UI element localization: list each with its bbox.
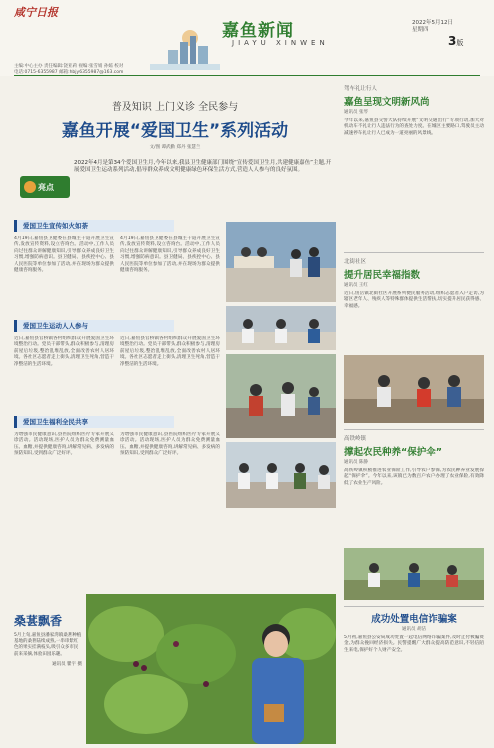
right-article-2-headline: 提升居民幸福指数 <box>344 270 421 281</box>
right-article-2 <box>344 257 484 423</box>
feature-lead: 2022年4月是第34个爱国卫生月,今年以来,我县卫生健康部门围绕“宣传爱国卫生月,共建健康嘉鱼”主题,开展爱国卫生运动系列活动,倡导群众养成文明健康绿色环保生活方式,营造人人参与的良好氛围。 <box>74 160 332 174</box>
feature-headline: 嘉鱼开展“爱国卫生”系列活动 <box>61 121 289 141</box>
credits-line-2: 电话:0715-6355987 邮箱:hbjy6355987@163.com <box>14 70 124 75</box>
issue-weekday: 星期四 <box>412 27 429 33</box>
page-number-suffix: 版 <box>456 39 464 47</box>
feature-byline: 文/图 谭武勤 郑丹 张慧兰 <box>149 145 201 150</box>
right-article-3-text: 高铁岭镇积极推进农业保险工作,引导农户参保,为农民种养业发展撑起“保护伞”。今年以来,该镇已为数百户农户办理了农业保险,有效降低了农业生产风险。 <box>344 468 484 486</box>
page-number-value: 3 <box>448 34 457 48</box>
photo-free-clinic <box>226 442 336 508</box>
issue-date: 2022年5月12日 <box>412 20 453 26</box>
right-article-4-byline: 通讯员 胡洁 <box>402 627 426 632</box>
right-article-2-kicker: 北街社区 <box>344 259 367 265</box>
photo-health-consult <box>226 222 336 302</box>
right-article-3-headline: 撑起农民种养“保护伞” <box>344 447 442 458</box>
page-number <box>448 34 463 48</box>
right-divider-1 <box>344 252 484 253</box>
newspaper-brand: 咸宁日报 <box>14 6 58 19</box>
right-article-2-text: 近日,鱼岳镇北街社区开展系列便民服务活动,组织志愿者入户走访,为辖区老年人、残疾人等特殊群体提供生活帮扶,切实提升居民获得感、幸福感。 <box>344 291 484 309</box>
right-divider-3 <box>344 606 484 607</box>
right-article-1-text: 今年以来,嘉鱼县交警大队持续开展“文明交通出行”专项行动,加大对机动车不礼让行人违法行为的查处力度。在城区主要路口,驾驶员主动减速停车礼让行人已成为一道亮丽的风景线。 <box>344 118 484 136</box>
mulberry-story-title: 桑葚飘香 <box>14 614 63 628</box>
credits-line-1: 主编:中心主办 责任编辑:饶亚莉 视编:张雪娟 孙嫣 校对 <box>14 64 124 69</box>
publication-info <box>412 20 453 34</box>
photo-community-service <box>344 355 484 423</box>
mulberry-story <box>14 612 82 668</box>
photo-medical-team <box>226 306 336 350</box>
section-title: 嘉鱼新闻 <box>222 21 294 41</box>
feature-kicker: 普及知识 上门义诊 全民参与 <box>111 102 239 113</box>
right-divider-2 <box>344 429 484 430</box>
right-article-3 <box>344 434 484 600</box>
photo-community-cleanup <box>226 354 336 438</box>
section-heading-3: 爱国卫生福利全民共享 <box>14 416 174 428</box>
section-title-pinyin: JIAYU XINWEN <box>232 39 329 47</box>
right-article-3-kicker: 高铁岭镇 <box>344 436 367 442</box>
right-article-1-byline: 通讯员 张琴 <box>344 110 368 115</box>
section-heading-1: 爱国卫生宣传如火如荼 <box>14 220 174 232</box>
section-text-1: 4月19日,嘉鱼县卫健委在县城主干道开展卫生宣传,发放宣传资料,设立咨询台。活动中,工作人员向过往群众讲解健康知识,引导群众养成良好卫生习惯,增强防病意识。县卫健局、县疾控中心、县人民医院等单位参加了活动,并在现场为群众提供健康咨询服务。 <box>14 236 114 274</box>
section-text-1-cont: 4月19日,嘉鱼县卫健委在县城主干道开展卫生宣传,发放宣传资料,设立咨询台。活动中,工作人员向过往群众讲解健康知识,引导群众养成良好卫生习惯,增强防病意识。县卫健局、县疾控中心、县人民医院等单位参加了活动,并在现场为群众提供健康咨询服务。 <box>120 236 220 274</box>
right-article-3-byline: 通讯员 陈静 <box>344 460 368 465</box>
right-article-4 <box>344 611 484 731</box>
section-text-3: 为增强市民健康意识,县医院组织医疗专家开展义诊活动。活动现场,医护人员为群众免费测量血压、血糖,并提供健康咨询,讲解常见病、多发病的预防知识,受到群众广泛好评。 <box>14 432 114 457</box>
photo-mulberry-picking <box>86 594 336 744</box>
right-article-1 <box>344 84 484 246</box>
section-text-2: 近日,嘉鱼县官桥镇各村组织群众开展爱国卫生环境整治行动。党员干部带头,群众积极参与,清理房前屋后垃圾,整治乱堆乱放,全面改善农村人居环境。各社区志愿者走上街头,清理卫生死角,营造干净整洁的生活环境。 <box>14 336 114 367</box>
highlight-badge-label: 亮点 <box>38 183 54 192</box>
masthead-divider <box>14 75 480 76</box>
section-text-2-cont: 近日,嘉鱼县官桥镇各村组织群众开展爱国卫生环境整治行动。党员干部带头,群众积极参与,清理房前屋后垃圾,整治乱堆乱放,全面改善农村人居环境。各社区志愿者走上街头,清理卫生死角,营造干净整洁的生活环境。 <box>120 336 220 367</box>
photo-farm-insurance <box>344 548 484 600</box>
right-article-4-text: 5月初,嘉鱼县公安局成功处置一起电信网络诈骗案件,及时止付被骗资金,为群众挽回经济损失。民警提醒广大群众提高防范意识,不轻信陌生来电,保护好个人财产安全。 <box>344 635 484 653</box>
masthead <box>0 0 494 76</box>
skyline-illustration <box>150 28 220 70</box>
section-heading-2: 爱国卫生运动人人参与 <box>14 320 174 332</box>
section-text-3-cont: 为增强市民健康意识,县医院组织医疗专家开展义诊活动。活动现场,医护人员为群众免费测量血压、血糖,并提供健康咨询,讲解常见病、多发病的预防知识,受到群众广泛好评。 <box>120 432 220 457</box>
mulberry-story-byline: 通讯员 瞿宇 摄 <box>52 661 82 667</box>
mulberry-story-text: 5月上旬,嘉鱼县潘家湾镇桑葚种植基地的桑葚陆续成熟,一串串紫红色的果实挂满枝头,吸引众多市民前来采摘,体验田园乐趣。 <box>14 633 82 657</box>
right-article-1-kicker: 驾车礼让行人 <box>344 86 378 92</box>
right-column <box>344 84 484 731</box>
right-article-1-headline: 嘉鱼呈现文明新风尚 <box>344 97 430 108</box>
right-article-4-headline: 成功处置电信诈骗案 <box>371 614 457 625</box>
right-article-2-byline: 通讯员 王红 <box>344 283 368 288</box>
